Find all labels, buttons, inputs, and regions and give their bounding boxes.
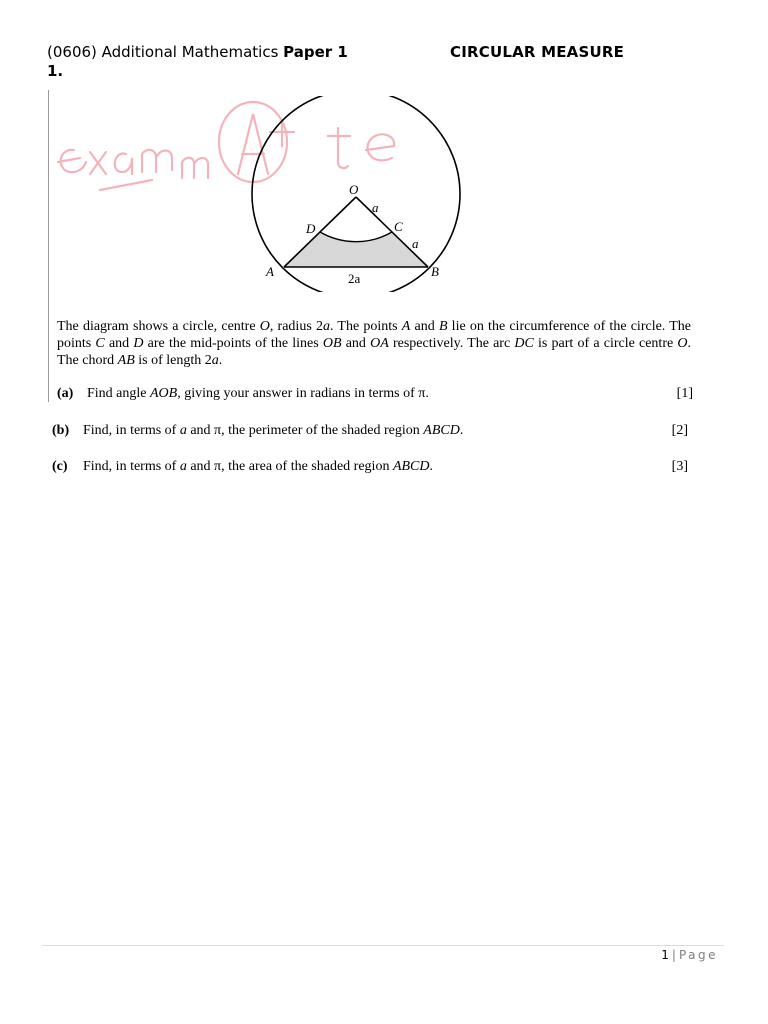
label-d: D [306, 221, 316, 236]
page-header [47, 43, 727, 62]
question-stem: The diagram shows a circle, centre O, radius 2a. The points A and B lie on the circumference of the circle. The points C and D are the mid-points of the lines OB and OA respectively. The arc DC is part of a circle centre O. The chord AB is of length 2a. [57, 319, 692, 368]
label-b: B [431, 264, 439, 279]
circle-diagram [248, 96, 464, 292]
page-footer [661, 947, 718, 963]
paper-label: Paper 1 [283, 43, 348, 61]
label-a-side-oc: a [372, 200, 379, 215]
question-part-c: (c) Find, in terms of a and π, the area of the shaded region ABCD. [3] [52, 459, 688, 474]
page-number: 1 [661, 948, 669, 962]
label-o: O [349, 182, 359, 197]
marks: [1] [676, 386, 693, 401]
part-label: (b) [52, 423, 70, 438]
label-2a: 2a [348, 271, 361, 286]
label-c: C [394, 219, 403, 234]
label-a-side-cb: a [412, 236, 419, 251]
footer-divider [42, 945, 724, 946]
marks: [3] [671, 459, 688, 474]
subject-title: (0606) Additional Mathematics [47, 43, 279, 61]
marks: [2] [671, 423, 688, 438]
page-word: Page [678, 948, 718, 962]
part-label: (c) [52, 459, 68, 474]
question-number: 1. [47, 62, 64, 80]
topic-title: CIRCULAR MEASURE [450, 43, 625, 61]
part-label: (a) [57, 386, 74, 401]
question-part-a: (a) Find angle AOB, giving your answer in radians in terms of π. [1] [57, 386, 693, 401]
shaded-region-abcd [284, 232, 428, 267]
question-part-b: (b) Find, in terms of a and π, the perimeter of the shaded region ABCD. [2] [52, 423, 688, 438]
label-a: A [266, 264, 274, 279]
footer-separator: | [671, 948, 676, 962]
